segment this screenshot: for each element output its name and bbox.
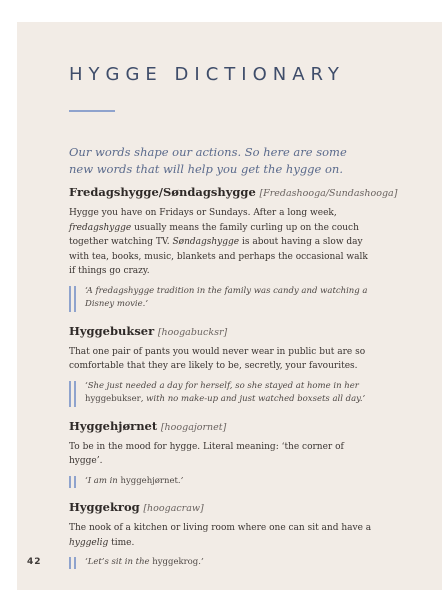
quote-bars-icon (69, 286, 76, 312)
entry-heading (69, 323, 374, 341)
book-page (17, 22, 442, 590)
entry-term: Hyggehjørnet (69, 418, 158, 433)
entry-pronunciation: [hoogabucksr] (157, 326, 228, 338)
entry-heading (69, 184, 398, 202)
dictionary-entry (69, 418, 374, 489)
dictionary-entries (69, 184, 398, 581)
quote-bars-icon (69, 476, 76, 488)
intro-text: Our words shape our actions. So here are some new words that will help you get the hygge on. (69, 145, 347, 176)
entry-term: Hyggekrog (69, 500, 140, 514)
quote-bars-icon (69, 557, 76, 569)
dictionary-entry (69, 499, 374, 570)
title-underline (69, 110, 115, 112)
page-number: 42 (27, 557, 42, 567)
entry-example: ‘I am in hyggehjørnet.’ (69, 475, 374, 489)
entry-definition: The nook of a kitchen or living room where one can sit and have a hyggelig time. (69, 523, 372, 548)
entry-definition: Hygge you have on Fridays or Sundays. After a long week, fredagshygge usually means the family curling up on the couch together watching TV. Søndagshygge is about having a slow day with tea, books, music, blankets and perhaps the occasional walk if things go crazy. (69, 208, 368, 276)
page-title: HYGGE DICTIONARY (69, 64, 345, 85)
entry-pronunciation: [hoogacraw] (143, 503, 204, 514)
entry-heading (69, 499, 374, 517)
entry-example: ‘Let’s sit in the hyggekrog.’ (69, 556, 374, 570)
entry-heading (69, 418, 374, 436)
entry-pronunciation: [Fredashooga/Sundashooga] (259, 188, 398, 199)
entry-definition: That one pair of pants you would never wear in public but are so comfortable that they are likely to be, secretly, your favourites. (69, 346, 366, 371)
entry-definition: To be in the mood for hygge. Literal meaning: ‘the corner of hygge’. (69, 441, 344, 466)
quote-bars-icon (69, 381, 76, 407)
dictionary-entry (69, 184, 398, 312)
entry-example: ‘She just needed a day for herself, so she stayed at home in her hyggebukser, with no make-up and just watched boxsets all day.’ (69, 380, 374, 407)
entry-term: Fredagshygge/Søndagshygge (69, 185, 256, 199)
dictionary-entry (69, 323, 374, 407)
entry-term: Hyggebukser (69, 323, 155, 338)
entry-pronunciation: [hoogajornet] (160, 421, 227, 433)
entry-example: ‘A fredagshygge tradition in the family was candy and watching a Disney movie.’ (69, 285, 374, 312)
